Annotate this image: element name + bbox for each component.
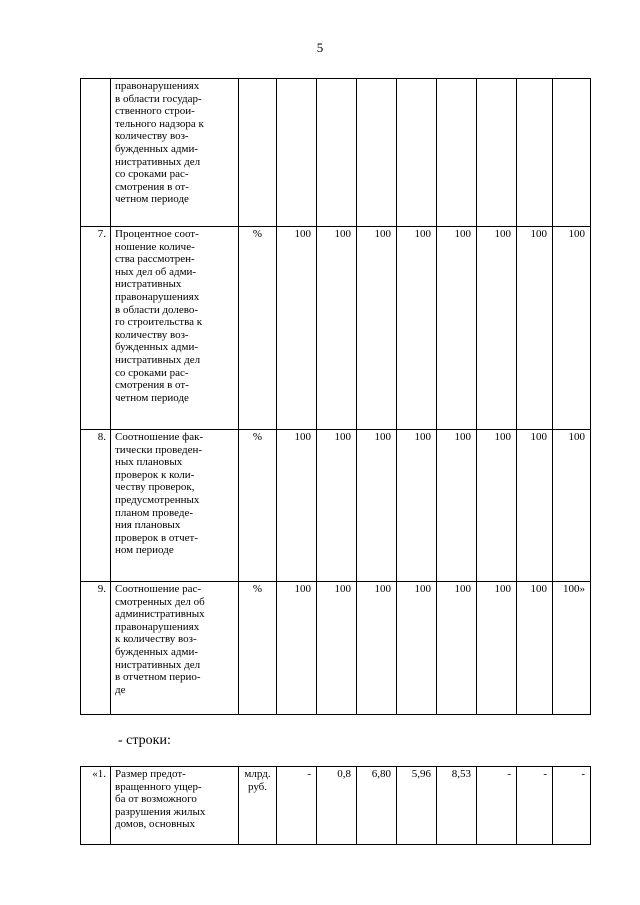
description-line: нистративных дел xyxy=(115,353,201,366)
value-cell xyxy=(277,79,317,227)
description-line: в области долево- xyxy=(115,303,199,316)
row-index: 9. xyxy=(81,582,111,715)
description-line: ношение количе- xyxy=(115,240,195,253)
value-cell: 100 xyxy=(317,582,357,715)
value-cell: 5,96 xyxy=(397,767,437,845)
description-line: ства рассмотрен- xyxy=(115,253,195,266)
description-line: предусмотренных xyxy=(115,493,200,506)
value-cell: 100 xyxy=(553,430,591,582)
description-line: количеству воз- xyxy=(115,328,189,341)
description-line: проверок в отчет- xyxy=(115,531,198,544)
value-cell: 100 xyxy=(517,582,553,715)
strings-label: - строки: xyxy=(118,733,171,748)
description-line: Соотношение рас- xyxy=(115,583,202,595)
description-line: вращенного ущер- xyxy=(115,780,202,793)
row-unit: % xyxy=(239,582,277,715)
value-cell xyxy=(477,79,517,227)
description-line: честву проверок, xyxy=(115,481,195,494)
description-line: го строительства к xyxy=(115,316,203,329)
description-line: со сроками рас- xyxy=(115,168,189,181)
strings-table xyxy=(80,766,591,845)
value-cell: 100 xyxy=(317,227,357,430)
table-row xyxy=(81,767,591,845)
page-number: 5 xyxy=(316,40,324,55)
row-index: 8. xyxy=(81,430,111,582)
value-cell: 100 xyxy=(517,430,553,582)
description-line: Процентное соот- xyxy=(115,228,199,240)
value-cell: 100 xyxy=(437,430,477,582)
description-line: правонарушениях xyxy=(115,620,200,633)
description-line: тельного надзора к xyxy=(115,117,204,130)
description-line: тически проведен- xyxy=(115,443,203,456)
description-line: в отчетном перио- xyxy=(115,671,201,684)
row-unit: % xyxy=(239,227,277,430)
value-cell: 100 xyxy=(317,430,357,582)
table-row xyxy=(81,227,591,430)
description-line: количеству воз- xyxy=(115,130,189,143)
description-line: бужденных адми- xyxy=(115,341,199,354)
description-line: ственного строи- xyxy=(115,105,195,118)
value-cell: 100 xyxy=(517,227,553,430)
description-line: ния плановых xyxy=(115,519,181,532)
value-cell: 100 xyxy=(477,227,517,430)
value-cell: 100 xyxy=(477,582,517,715)
unit-line: руб. xyxy=(247,780,268,793)
description-line: нистративных дел xyxy=(115,155,201,168)
row-description xyxy=(111,582,239,715)
description-line: ном периоде xyxy=(115,544,174,557)
description-line: нистративных xyxy=(115,278,182,291)
table-row xyxy=(81,582,591,715)
description-line: ных дел об адми- xyxy=(115,265,197,278)
value-cell: 100 xyxy=(277,582,317,715)
value-cell: 6,80 xyxy=(357,767,397,845)
description-line: Размер предот- xyxy=(115,768,186,780)
row-description xyxy=(111,430,239,582)
value-cell xyxy=(317,79,357,227)
unit-line: млрд. xyxy=(244,768,271,780)
value-cell: 100 xyxy=(397,227,437,430)
description-line: проверок к коли- xyxy=(115,468,195,481)
value-cell: 100» xyxy=(553,582,591,715)
description-line: разрушения жилых xyxy=(115,805,206,818)
value-cell: - xyxy=(477,767,517,845)
table-row xyxy=(81,430,591,582)
value-cell xyxy=(437,79,477,227)
description-line: ных плановых xyxy=(115,456,183,469)
row-description xyxy=(111,767,239,845)
value-cell xyxy=(357,79,397,227)
description-line: смотрения в от- xyxy=(115,180,189,193)
description-line: со сроками рас- xyxy=(115,366,189,379)
description-line: административных xyxy=(115,608,205,621)
description-line: в области государ- xyxy=(115,92,202,105)
value-cell: 0,8 xyxy=(317,767,357,845)
row-index: «1. xyxy=(81,767,111,845)
row-description xyxy=(111,79,239,227)
value-cell xyxy=(553,79,591,227)
description-line: планом проведе- xyxy=(115,506,194,519)
description-line: четном периоде xyxy=(115,193,189,206)
value-cell: 100 xyxy=(357,430,397,582)
value-cell: 100 xyxy=(277,227,317,430)
value-cell xyxy=(517,79,553,227)
value-cell: - xyxy=(517,767,553,845)
row-index xyxy=(81,79,111,227)
value-cell: 100 xyxy=(397,430,437,582)
description-line: правонарушениях xyxy=(115,290,200,303)
description-line: четном периоде xyxy=(115,391,189,404)
value-cell: 100 xyxy=(553,227,591,430)
description-line: домов, основных xyxy=(115,818,196,831)
value-cell: 100 xyxy=(397,582,437,715)
value-cell: 100 xyxy=(477,430,517,582)
row-index: 7. xyxy=(81,227,111,430)
description-line: бужденных адми- xyxy=(115,142,199,155)
value-cell: 100 xyxy=(437,582,477,715)
description-line: смотрения в от- xyxy=(115,379,189,392)
description-line: правонарушениях xyxy=(115,80,200,92)
value-cell: - xyxy=(277,767,317,845)
row-unit xyxy=(239,79,277,227)
description-line: к количеству воз- xyxy=(115,633,197,646)
description-line: де xyxy=(115,683,126,696)
description-line: смотренных дел об xyxy=(115,595,205,608)
value-cell xyxy=(397,79,437,227)
value-cell: 100 xyxy=(277,430,317,582)
value-cell: - xyxy=(553,767,591,845)
row-unit: % xyxy=(239,430,277,582)
description-line: ба от возможного xyxy=(115,793,197,806)
row-description xyxy=(111,227,239,430)
row-unit xyxy=(239,767,277,845)
table-row xyxy=(81,79,591,227)
value-cell: 8,53 xyxy=(437,767,477,845)
value-cell: 100 xyxy=(357,227,397,430)
description-line: нистративных дел xyxy=(115,658,201,671)
value-cell: 100 xyxy=(357,582,397,715)
indicators-table xyxy=(80,78,591,715)
description-line: Соотношение фак- xyxy=(115,431,204,443)
description-line: бужденных адми- xyxy=(115,645,199,658)
value-cell: 100 xyxy=(437,227,477,430)
